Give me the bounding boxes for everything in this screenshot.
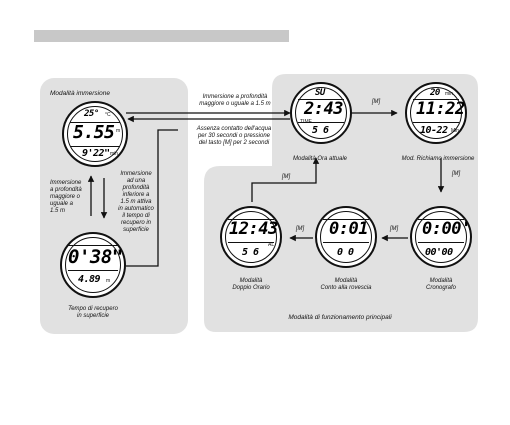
chrono-bottom: 00'00 xyxy=(425,247,453,258)
watch-dual-time xyxy=(220,206,282,268)
m-label-recall-chrono: [M] xyxy=(451,171,461,177)
surface-depth: 4.89 xyxy=(78,274,101,285)
immersion-mode-title: Modalità immersione xyxy=(50,90,110,97)
watch-surface-recovery xyxy=(60,232,126,298)
watch-chrono xyxy=(410,206,472,268)
dual-bottom: 5 6 xyxy=(242,247,259,258)
label-dual-time: Modalità Doppio Orario xyxy=(232,278,270,291)
watch-dive xyxy=(62,101,128,167)
watch-current-time xyxy=(290,82,352,144)
dive-time: 9'22" xyxy=(82,148,110,159)
m-label-chrono-countdown: [M] xyxy=(389,226,399,232)
note-left-vertical: Immersione a profondità maggiore o uguale a 1.5 m xyxy=(50,180,82,214)
label-chrono: Modalità Cronografo xyxy=(425,278,457,291)
label-current-time: Modalità Ora attuale xyxy=(292,156,348,162)
watch-dive-recall xyxy=(405,82,467,144)
m-label-countdown-dual: [M] xyxy=(295,226,305,232)
m-label-time-recall: [M] xyxy=(371,99,381,105)
time-tag: TIME xyxy=(300,119,312,125)
surface-time: 0'38" xyxy=(68,246,123,268)
time-main: 2:43 xyxy=(304,99,343,119)
recall-bottom-unit: Min xyxy=(451,128,460,134)
recall-main: 11:22 xyxy=(416,99,465,119)
surface-depth-unit: m xyxy=(106,278,111,284)
dual-tag: AL xyxy=(268,242,275,248)
chrono-main: 0:00' xyxy=(422,219,471,239)
countdown-main: 0:01 xyxy=(329,219,368,239)
recall-top-unit: min xyxy=(445,91,454,97)
dual-main: 12:43 xyxy=(229,219,278,239)
dive-depth-unit: m xyxy=(116,128,121,134)
main-modes-title: Modalità di funzionamento principali xyxy=(288,314,392,321)
note-arrow-top: Immersione a profondità maggiore o uguale a 1.5 m xyxy=(199,94,271,107)
note-right-vertical: Immersione ad una profondità inferiore a 1.5 m attiva in automatico il tempo di recupero in superficie xyxy=(118,171,154,233)
recall-top: 20 xyxy=(430,88,440,98)
label-dive-recall: Mod. Richiamo immersione xyxy=(401,156,475,162)
watch-countdown xyxy=(315,206,377,268)
dive-temp: 25° xyxy=(84,109,99,119)
recall-bottom: 10-22 xyxy=(420,125,448,136)
label-countdown: Modalità Conto alla rovescia xyxy=(320,278,372,291)
time-date: 5 6 xyxy=(312,125,329,136)
time-day: SU xyxy=(315,88,325,98)
dive-temp-unit: °C xyxy=(105,112,111,118)
countdown-bottom: 0 0 xyxy=(337,247,354,258)
note-absence-contact: Assenza contatto dell'acqua per 30 secondi o pressione del tasto [M] per 2 secondi xyxy=(196,126,272,146)
header-bar xyxy=(34,30,289,42)
dive-depth: 5.55 xyxy=(73,122,115,143)
m-label-dual-time: [M] xyxy=(281,174,291,180)
label-surface-recovery: Tempo di recupero in superficie xyxy=(68,306,118,319)
dive-time-unit: min xyxy=(110,151,119,157)
